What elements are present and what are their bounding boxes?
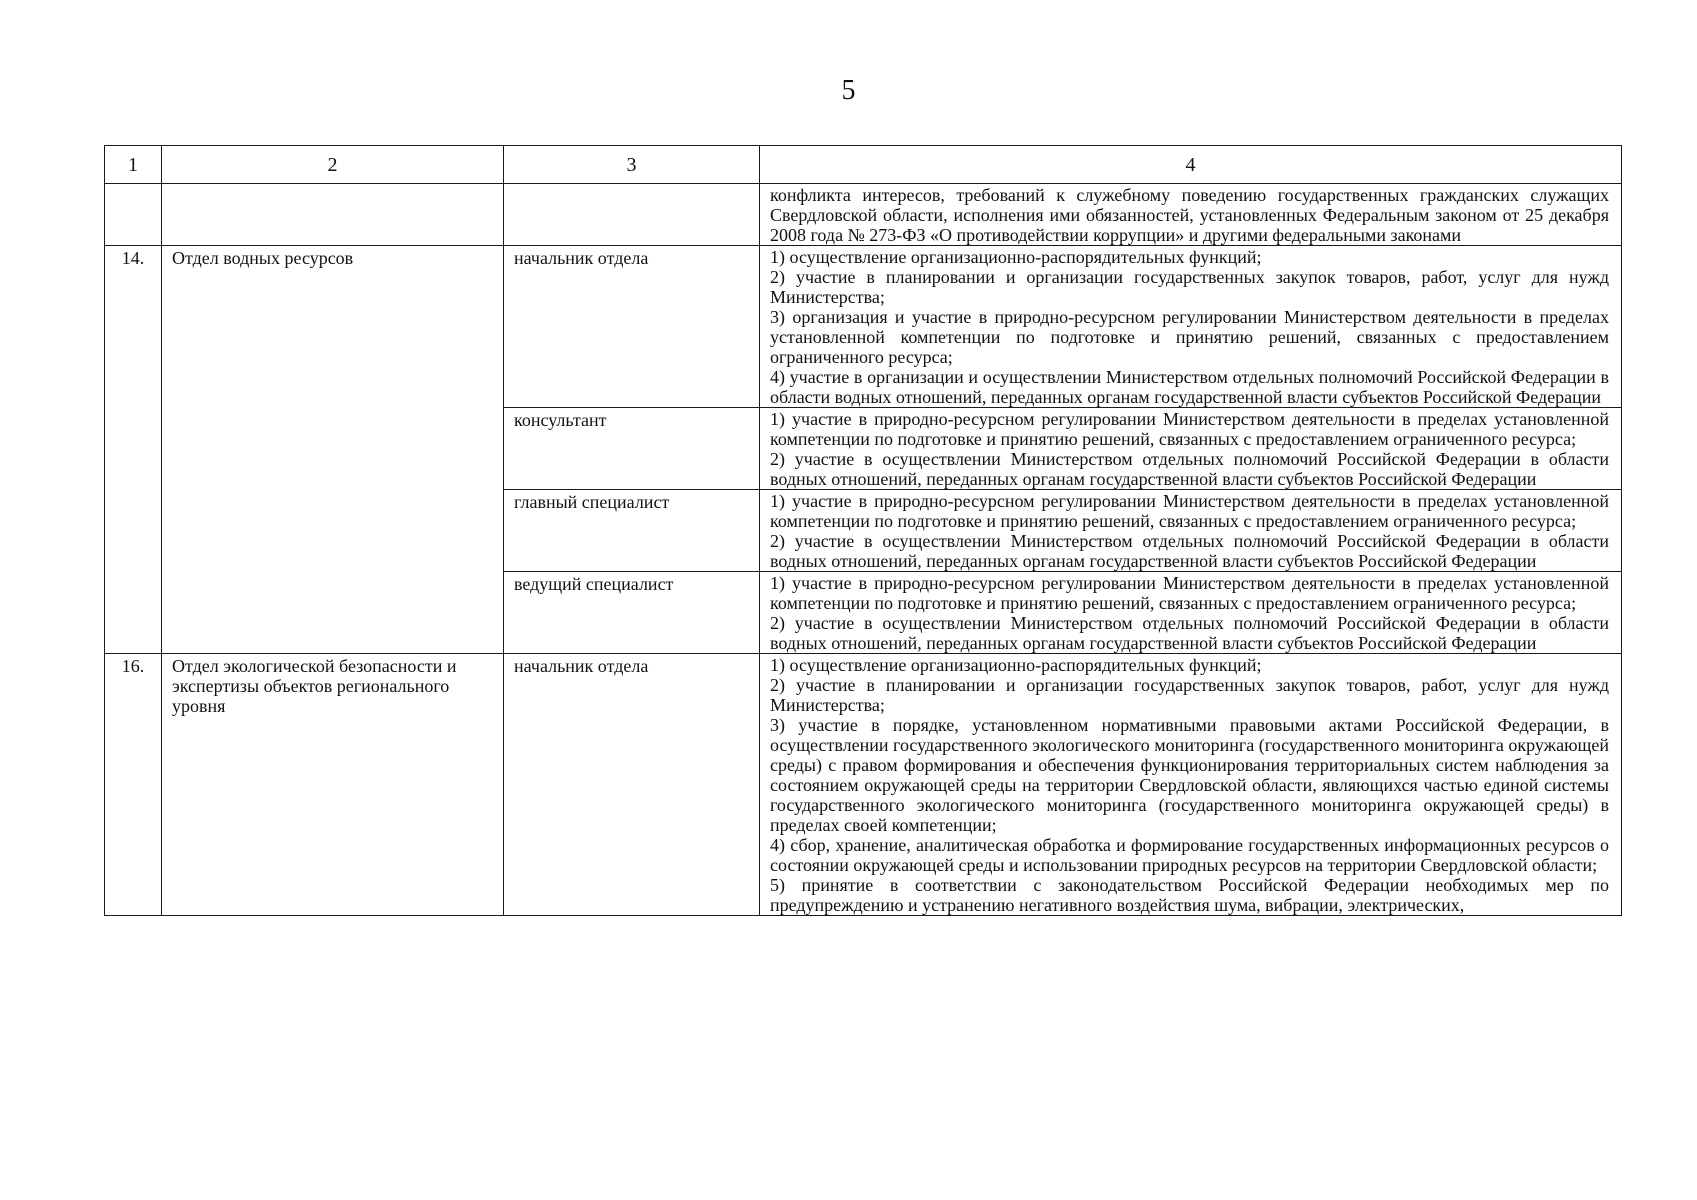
duties-cell bbox=[760, 654, 1622, 916]
duty-item: 3) организация и участие в природно-ресурсном регулировании Министерством деятельности в пределах установленной компетенции по подготовке и принятию решений, связанных с предоставлением ограниченного ресурса; bbox=[770, 307, 1609, 367]
duty-item: 1) участие в природно-ресурсном регулировании Министерством деятельности в пределах установленной компетенции по подготовке и принятию решений, связанных с предоставлением ограниченного ресурса; bbox=[770, 573, 1609, 613]
duty-item: 1) осуществление организационно-распорядительных функций; bbox=[770, 247, 1262, 267]
duties-cell bbox=[760, 246, 1622, 408]
continuation-num-cell bbox=[105, 184, 162, 246]
duty-item: 4) сбор, хранение, аналитическая обработка и формирование государственных информационных ресурсов о состоянии окружающей среды и использовании природных ресурсов на территории Свердловской области; bbox=[770, 835, 1609, 875]
table-row bbox=[105, 246, 1622, 408]
duties-cell bbox=[760, 408, 1622, 490]
section-number: 14. bbox=[105, 246, 162, 654]
header-col-3: 3 bbox=[504, 146, 760, 184]
section-number: 16. bbox=[105, 654, 162, 916]
duty-item: 2) участие в осуществлении Министерством отдельных полномочий Российской Федерации в области водных отношений, переданных органам государственной власти субъектов Российской Федерации bbox=[770, 613, 1609, 653]
position-title: главный специалист bbox=[504, 490, 760, 572]
department-name: Отдел экологической безопасности и экспертизы объектов регионального уровня bbox=[162, 654, 504, 916]
continuation-name-cell bbox=[162, 184, 504, 246]
duty-item: 3) участие в порядке, установленном нормативными правовыми актами Российской Федерации, в осуществлении государственного экологического мониторинга (государственного мониторинга окружающей среды) с правом формирования и обеспечения функционирования территориальных систем наблюдения за состоянием окружающей среды на территории Свердловской области, являющихся частью единой системы государственного экологического мониторинга (государственного мониторинга окружающей среды) в пределах своей компетенции; bbox=[770, 715, 1609, 835]
header-col-4: 4 bbox=[760, 146, 1622, 184]
header-col-1: 1 bbox=[105, 146, 162, 184]
continuation-position-cell bbox=[504, 184, 760, 246]
duties-cell bbox=[760, 572, 1622, 654]
duty-item: 1) осуществление организационно-распорядительных функций; bbox=[770, 655, 1262, 675]
duty-item: 5) принятие в соответствии с законодательством Российской Федерации необходимых мер по предупреждению и устранению негативного воздействия шума, вибрации, электрических, bbox=[770, 875, 1609, 915]
department-name: Отдел водных ресурсов bbox=[162, 246, 504, 654]
duty-item: 2) участие в осуществлении Министерством отдельных полномочий Российской Федерации в области водных отношений, переданных органам государственной власти субъектов Российской Федерации bbox=[770, 449, 1609, 489]
duty-item: 2) участие в осуществлении Министерством отдельных полномочий Российской Федерации в области водных отношений, переданных органам государственной власти субъектов Российской Федерации bbox=[770, 531, 1609, 571]
continuation-row bbox=[105, 184, 1622, 246]
duty-item: 2) участие в планировании и организации государственных закупок товаров, работ, услуг для нужд Министерства; bbox=[770, 675, 1609, 715]
page-number: 5 bbox=[841, 75, 856, 106]
duty-item: 1) участие в природно-ресурсном регулировании Министерством деятельности в пределах установленной компетенции по подготовке и принятию решений, связанных с предоставлением ограниченного ресурса; bbox=[770, 491, 1609, 531]
duties-cell bbox=[760, 490, 1622, 572]
position-title: консультант bbox=[504, 408, 760, 490]
duties-table bbox=[104, 145, 1622, 916]
duty-item: 4) участие в организации и осуществлении Министерством отдельных полномочий Российской Федерации в области водных отношений, переданных органам государственной власти субъектов Российской Федерации bbox=[770, 367, 1609, 407]
table-row bbox=[105, 654, 1622, 916]
duty-item: 2) участие в планировании и организации государственных закупок товаров, работ, услуг для нужд Министерства; bbox=[770, 267, 1609, 307]
header-col-2: 2 bbox=[162, 146, 504, 184]
position-title: ведущий специалист bbox=[504, 572, 760, 654]
position-title: начальник отдела bbox=[504, 246, 760, 408]
position-title: начальник отдела bbox=[504, 654, 760, 916]
table-header-row bbox=[105, 146, 1622, 184]
continuation-duties-cell: конфликта интересов, требований к служебному поведению государственных гражданских служащих Свердловской области, исполнения ими обязанностей, установленных Федеральным законом от 25 декабря 2008 года № 273-ФЗ «О противодействии коррупции» и другими федеральными законами bbox=[760, 184, 1622, 246]
duty-item: 1) участие в природно-ресурсном регулировании Министерством деятельности в пределах установленной компетенции по подготовке и принятию решений, связанных с предоставлением ограниченного ресурса; bbox=[770, 409, 1609, 449]
